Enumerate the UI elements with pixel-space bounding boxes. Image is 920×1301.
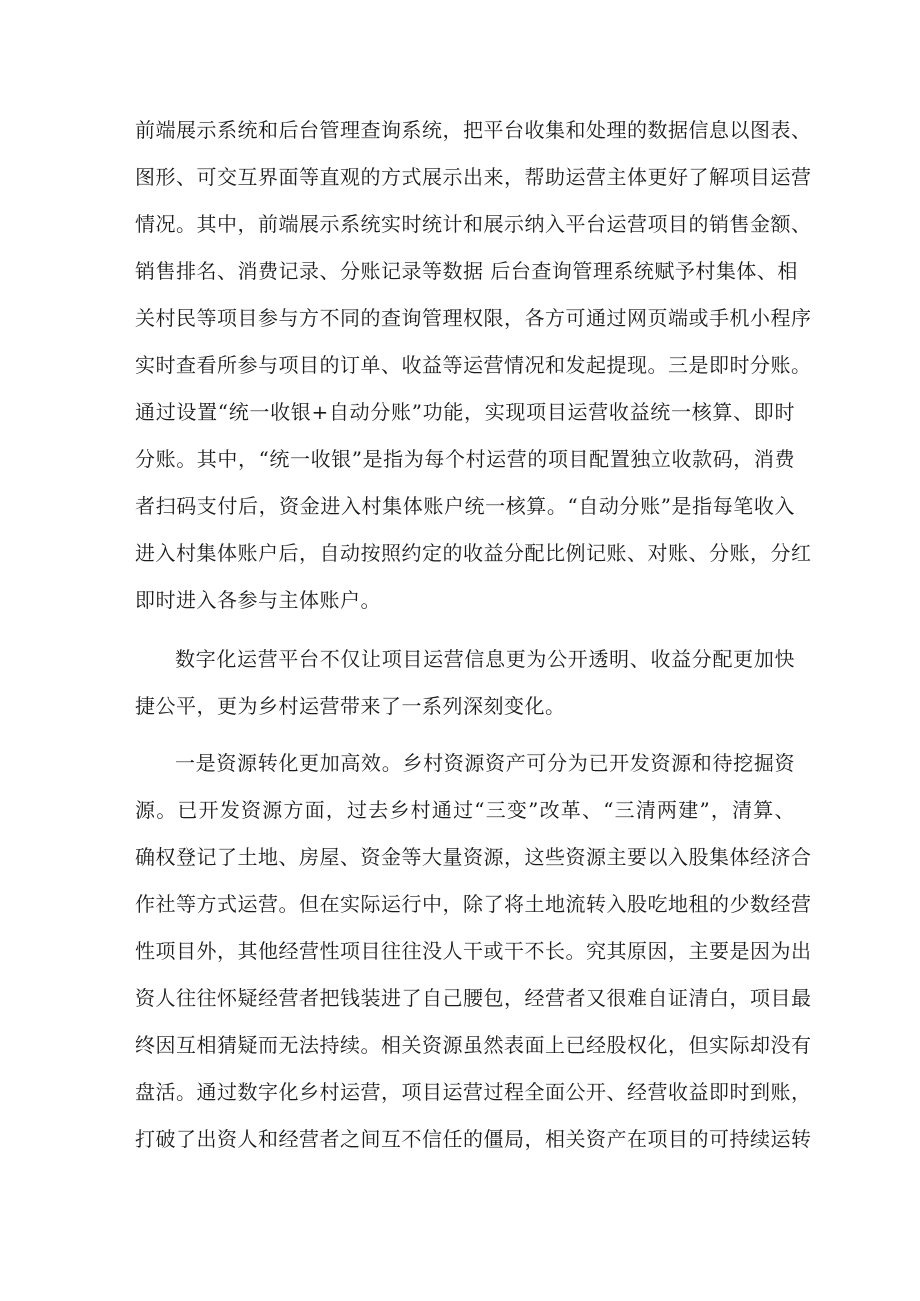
paragraph-3-line-7: 终因互相猜疑而无法持续。相关资源虽然表面上已经股权化，但实际却没有 bbox=[135, 1033, 812, 1057]
paragraph-1-line-9: 者扫码支付后，资金进入村集体账户统一核算。“自动分账”是指每笔收入 bbox=[135, 494, 795, 518]
paragraph-1-line-8: 分账。其中，“统一收银”是指为每个村运营的项目配置独立收款码，消费 bbox=[135, 447, 795, 471]
paragraph-3-line-6: 资人往往怀疑经营者把钱装进了自己腰包，经营者又很难自证清白，项目最 bbox=[135, 986, 812, 1010]
paragraph-3-line-1: 一是资源转化更加高效。乡村资源资产可分为已开发资源和待挖掘资 bbox=[175, 751, 795, 775]
paragraph-3-line-3: 确权登记了土地、房屋、资金等大量资源，这些资源主要以入股集体经济合 bbox=[135, 845, 812, 869]
paragraph-1-line-7: 通过设置“统一收银+自动分账”功能，实现项目运营收益统一核算、即时 bbox=[135, 400, 795, 424]
paragraph-3-line-5: 性项目外，其他经营性项目往往没人干或干不长。究其原因，主要是因为出 bbox=[135, 939, 812, 963]
paragraph-1-line-2: 图形、可交互界面等直观的方式展示出来，帮助运营主体更好了解项目运营 bbox=[135, 165, 812, 189]
paragraph-2-line-2: 捷公平，更为乡村运营带来了一系列深刻变化。 bbox=[135, 694, 566, 718]
paragraph-1-line-4: 销售排名、消费记录、分账记录等数据 后台查询管理系统赋予村集体、相 bbox=[135, 259, 798, 283]
paragraph-1-line-5: 关村民等项目参与方不同的查询管理权限，各方可通过网页端或手机小程序 bbox=[135, 306, 812, 330]
paragraph-1-line-3: 情况。其中，前端展示系统实时统计和展示纳入平台运营项目的销售金额、 bbox=[135, 212, 812, 236]
paragraph-1-line-11: 即时进入各参与主体账户。 bbox=[135, 588, 381, 612]
paragraph-3-line-9: 打破了出资人和经营者之间互不信任的僵局，相关资产在项目的可持续运转 bbox=[135, 1127, 812, 1151]
paragraph-3-line-8: 盘活。通过数字化乡村运营，项目运营过程全面公开、经营收益即时到账， bbox=[135, 1080, 812, 1104]
paragraph-1-line-1: 前端展示系统和后台管理查询系统，把平台收集和处理的数据信息以图表、 bbox=[135, 118, 812, 142]
paragraph-1-line-6: 实时查看所参与项目的订单、收益等运营情况和发起提现。三是即时分账。 bbox=[135, 353, 812, 377]
paragraph-3-line-2: 源。已开发资源方面，过去乡村通过“三变”改革、“三清两建”，清算、 bbox=[135, 798, 795, 822]
paragraph-1-line-10: 进入村集体账户后，自动按照约定的收益分配比例记账、对账、分账，分红 bbox=[135, 541, 812, 565]
paragraph-2-line-1: 数字化运营平台不仅让项目运营信息更为公开透明、收益分配更加快 bbox=[175, 647, 795, 671]
paragraph-3-line-4: 作社等方式运营。但在实际运行中，除了将土地流转入股吃地租的少数经营 bbox=[135, 892, 812, 916]
